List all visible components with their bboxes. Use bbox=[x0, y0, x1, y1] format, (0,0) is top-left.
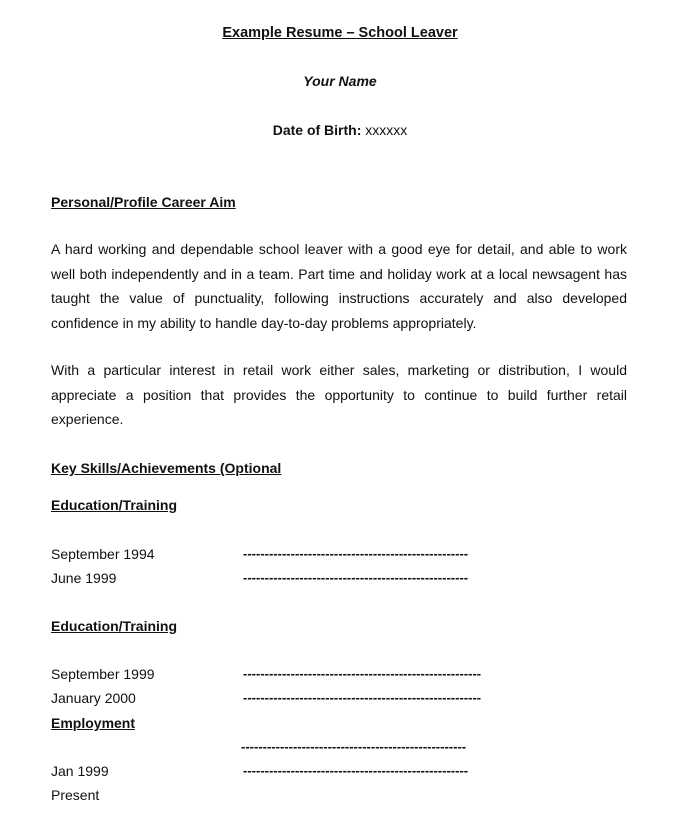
date-of-birth bbox=[0, 122, 680, 138]
education-heading-1: Education/Training bbox=[51, 497, 178, 513]
employment-start-date: Jan 1999 bbox=[51, 763, 109, 779]
employment-line-1: ---------------------------------------------------- bbox=[243, 763, 469, 778]
profile-paragraph-2: With a particular interest in retail work either sales, marketing or distribution, I would appreciate a position that provides the opportunity to continue to build further retail experience. bbox=[51, 362, 627, 427]
education-1-start-date: September 1994 bbox=[51, 546, 155, 562]
skills-heading: Key Skills/Achievements (Optional bbox=[51, 460, 282, 476]
employment-line-0: ---------------------------------------------------- bbox=[241, 739, 467, 754]
education-1-end-date: June 1999 bbox=[51, 570, 117, 586]
applicant-name: Your Name bbox=[303, 73, 377, 89]
education-1-line-1: ---------------------------------------------------- bbox=[243, 546, 469, 561]
education-2-line-2: ------------------------------------------------------- bbox=[243, 690, 482, 705]
dob-label: Date of Birth: bbox=[272, 122, 362, 138]
employment-heading: Employment bbox=[51, 715, 136, 731]
dob-value: xxxxxx bbox=[365, 122, 408, 138]
education-2-line-1: ------------------------------------------------------- bbox=[243, 666, 482, 681]
education-2-start-date: September 1999 bbox=[51, 666, 155, 682]
education-heading-2: Education/Training bbox=[51, 618, 178, 634]
profile-paragraph-1: A hard working and dependable school leaver with a good eye for detail, and able to work well both independently and in a team. Part time and holiday work at a local newsagent has taught the value of punctuality, following instructions accurately and also developed confidence in my ability to handle day-to-day problems appropriately. bbox=[51, 241, 627, 331]
document-title: Example Resume – School Leaver bbox=[222, 25, 458, 41]
education-2-end-date: January 2000 bbox=[51, 690, 136, 706]
employment-end-date: Present bbox=[51, 787, 100, 803]
profile-heading: Personal/Profile Career Aim bbox=[51, 194, 236, 210]
education-1-line-2: ---------------------------------------------------- bbox=[243, 570, 469, 585]
